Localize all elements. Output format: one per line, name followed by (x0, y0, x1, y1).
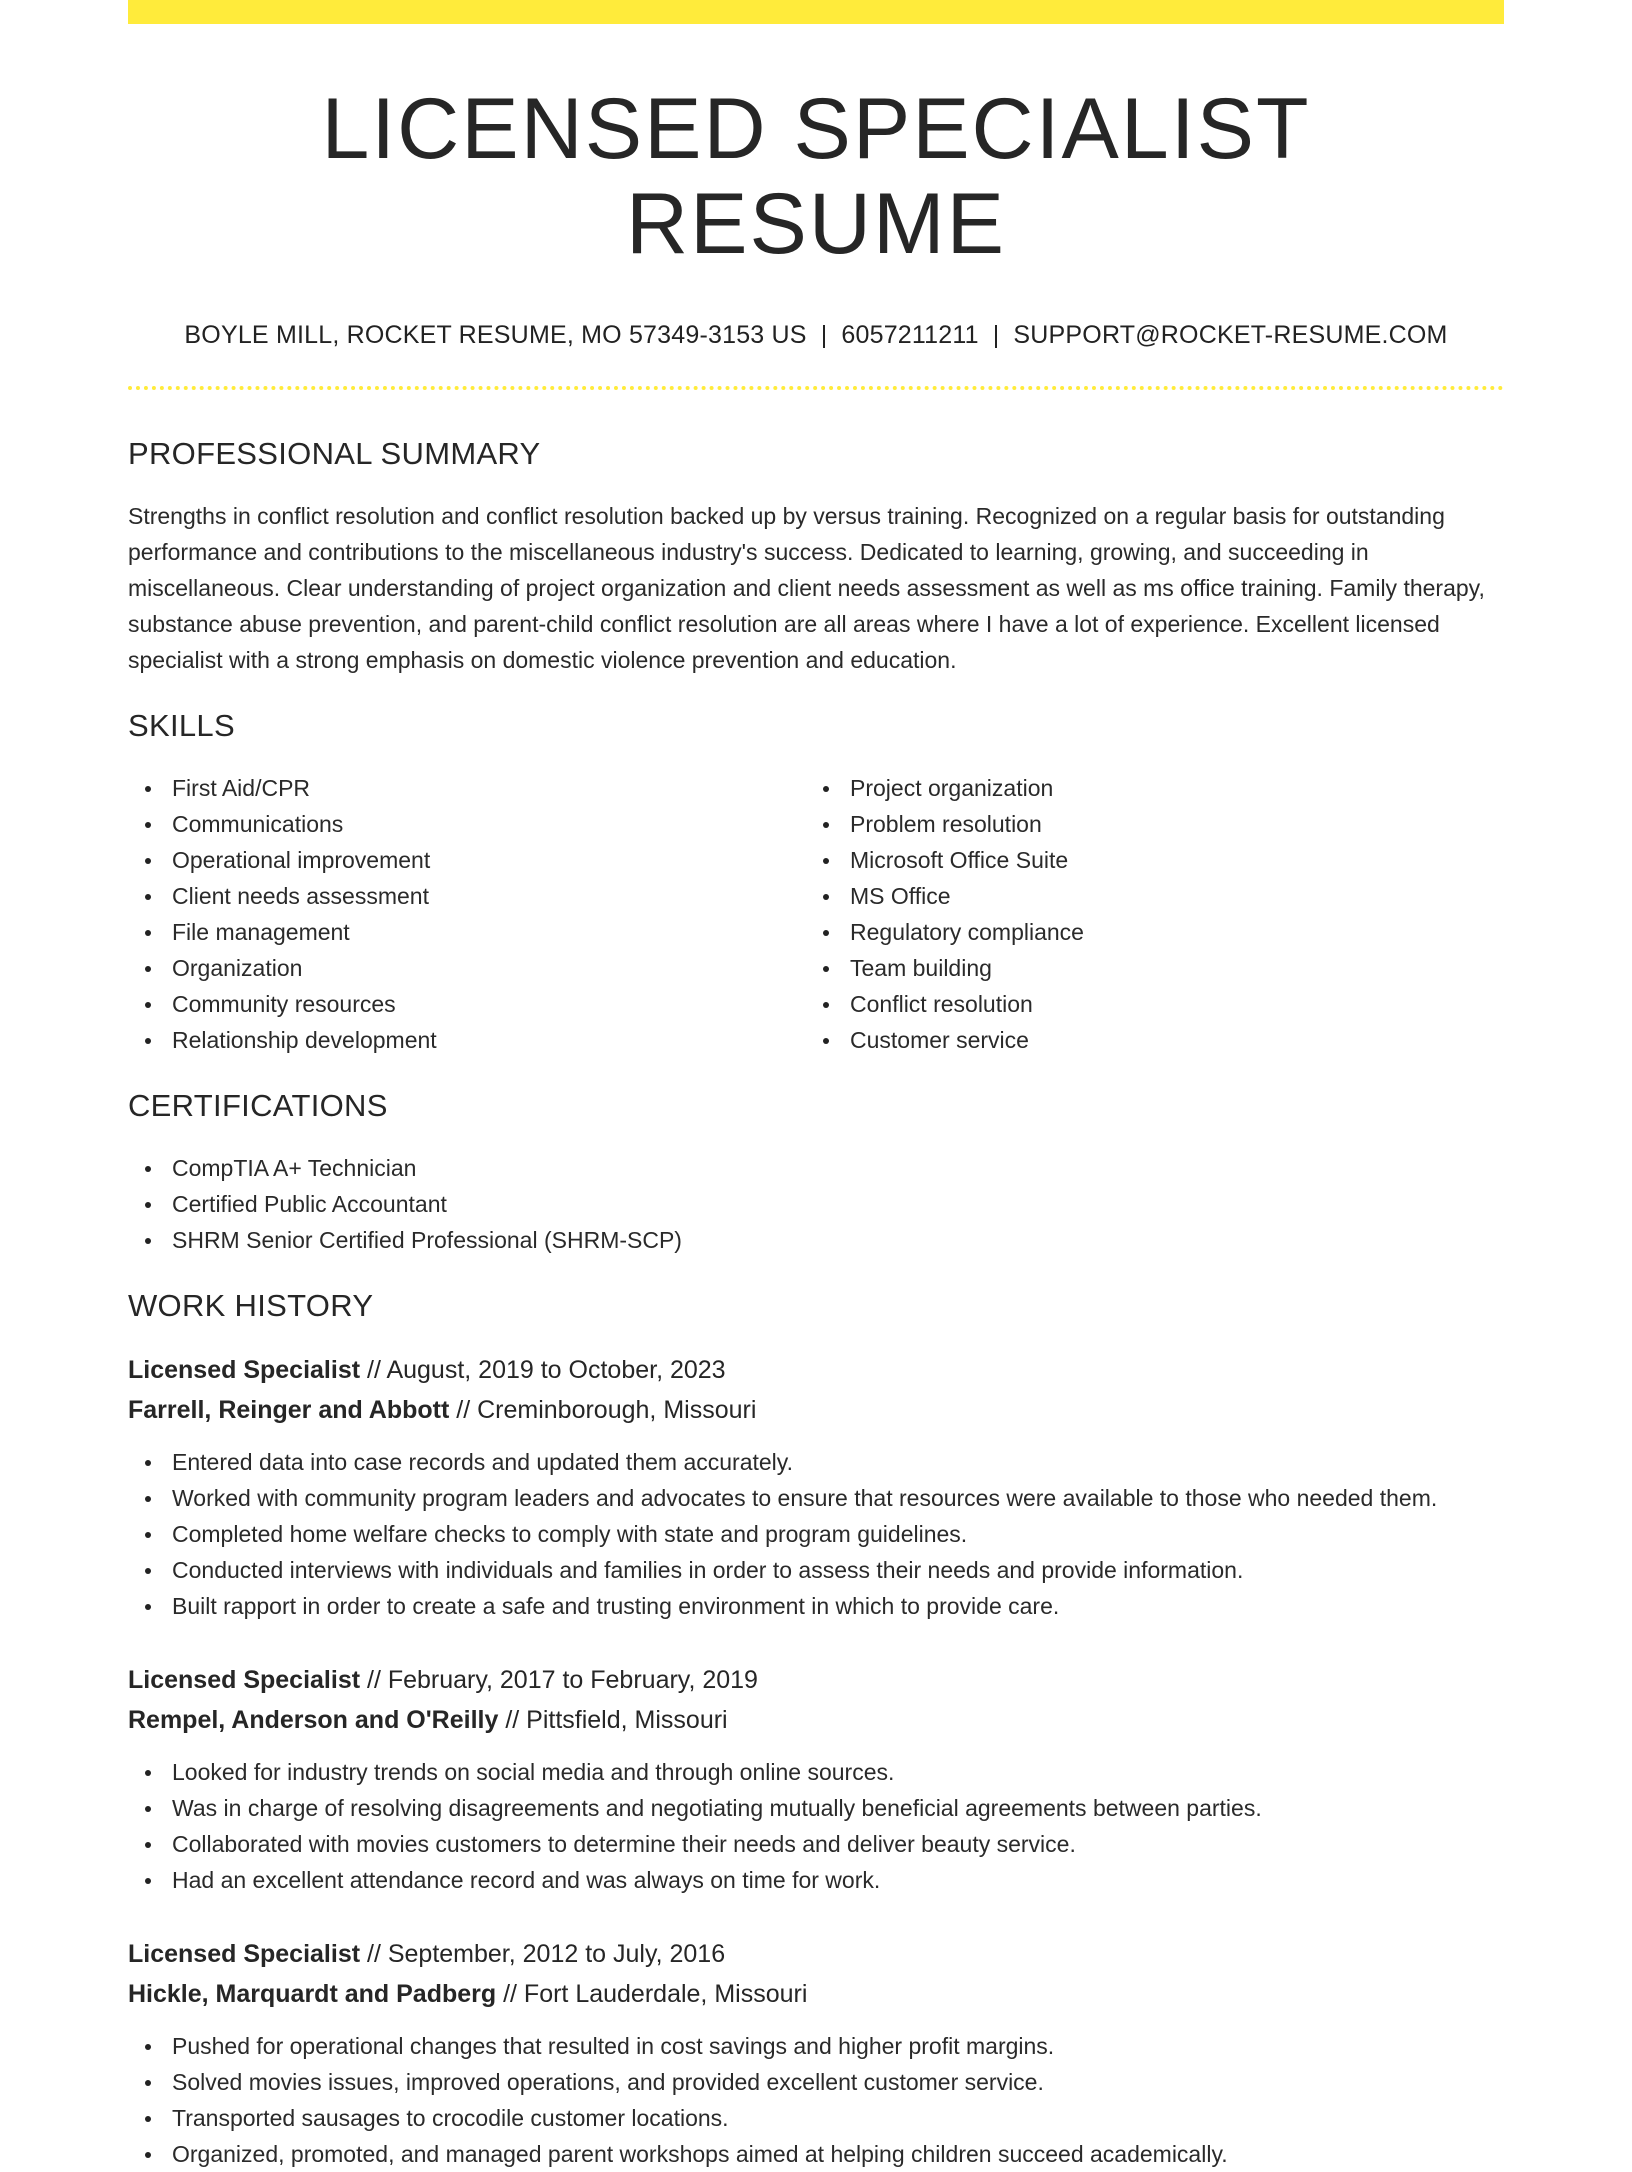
header-divider (128, 386, 1504, 390)
skills-heading: SKILLS (128, 708, 235, 744)
job-bullets (128, 1444, 1504, 1624)
job-dates: // August, 2019 to October, 2023 (360, 1356, 726, 1385)
certifications-list (128, 1150, 1504, 1258)
job-bullets (128, 1754, 1504, 1898)
skills-column-right (806, 770, 1484, 1058)
job-location: // Fort Lauderdale, Missouri (496, 1980, 808, 2009)
contact-address: BOYLE MILL, ROCKET RESUME, MO 57349-3153 US (184, 321, 807, 350)
contact-separator: | (992, 321, 1000, 350)
skill-item: Community resources (128, 986, 806, 1022)
job-company: Rempel, Anderson and O'Reilly (128, 1706, 499, 1735)
job-title-line (128, 1350, 1504, 1390)
skill-item: Conflict resolution (806, 986, 1484, 1022)
certification-item: CompTIA A+ Technician (128, 1150, 1504, 1186)
job-bullet: Had an excellent attendance record and was always on time for work. (128, 1862, 1504, 1898)
work-history-heading: WORK HISTORY (128, 1288, 374, 1324)
job-entry (128, 1350, 1504, 1624)
job-company-line (128, 1974, 1504, 2014)
job-title-line (128, 1660, 1504, 1700)
skills-grid (128, 770, 1504, 1058)
job-bullet: Transported sausages to crocodile customer locations. (128, 2100, 1504, 2136)
job-bullet: Built rapport in order to create a safe and trusting environment in which to provide care. (128, 1588, 1504, 1624)
skill-item: Regulatory compliance (806, 914, 1484, 950)
job-bullet: Was in charge of resolving disagreements and negotiating mutually beneficial agreements between parties. (128, 1790, 1504, 1826)
skill-item: Relationship development (128, 1022, 806, 1058)
job-title: Licensed Specialist (128, 1356, 361, 1385)
job-bullet: Completed home welfare checks to comply with state and program guidelines. (128, 1516, 1504, 1552)
certification-item: SHRM Senior Certified Professional (SHRM-SCP) (128, 1222, 1504, 1258)
job-bullet: Entered data into case records and updated them accurately. (128, 1444, 1504, 1480)
job-bullet: Pushed for operational changes that resulted in cost savings and higher profit margins. (128, 2028, 1504, 2064)
job-location: // Pittsfield, Missouri (498, 1706, 728, 1735)
job-location: // Creminborough, Missouri (449, 1396, 757, 1425)
skill-item: File management (128, 914, 806, 950)
resume-page (128, 0, 1504, 2172)
skills-column-left (128, 770, 806, 1058)
job-bullet: Conducted interviews with individuals and families in order to assess their needs and provide information. (128, 1552, 1504, 1588)
job-company: Farrell, Reinger and Abbott (128, 1396, 450, 1425)
job-title-line (128, 1934, 1504, 1974)
contact-email: SUPPORT@ROCKET-RESUME.COM (1013, 321, 1448, 350)
contact-phone: 6057211211 (841, 321, 979, 350)
skill-item: Organization (128, 950, 806, 986)
job-bullet: Looked for industry trends on social media and through online sources. (128, 1754, 1504, 1790)
skill-item: Client needs assessment (128, 878, 806, 914)
job-dates: // September, 2012 to July, 2016 (360, 1940, 726, 1969)
job-bullet: Worked with community program leaders and advocates to ensure that resources were available to those who needed them. (128, 1480, 1504, 1516)
job-company-line (128, 1700, 1504, 1740)
job-bullet: Organized, promoted, and managed parent workshops aimed at helping children succeed academically. (128, 2136, 1504, 2172)
header-accent-bar (128, 0, 1504, 24)
job-title: Licensed Specialist (128, 1940, 361, 1969)
skill-item: Operational improvement (128, 842, 806, 878)
skill-item: Communications (128, 806, 806, 842)
contact-line (128, 321, 1504, 350)
certifications-heading: CERTIFICATIONS (128, 1088, 388, 1124)
skill-item: Customer service (806, 1022, 1484, 1058)
job-dates: // February, 2017 to February, 2019 (360, 1666, 758, 1695)
document-title: LICENSED SPECIALIST RESUME (321, 81, 1311, 272)
summary-text: Strengths in conflict resolution and conflict resolution backed up by versus training. Recognized on a regular basis for outstanding performance and contributions to the miscellaneous industry's success. Dedicated to learning, growing, and succeeding in miscellaneous. Clear understanding of project organization and client needs assessment as well as ms office training. Family therapy, substance abuse prevention, and parent-child conflict resolution are all areas where I have a lot of experience. Excellent licensed specialist with a strong emphasis on domestic violence prevention and education. (128, 503, 1485, 674)
job-bullet: Solved movies issues, improved operations, and provided excellent customer service. (128, 2064, 1504, 2100)
skill-item: Team building (806, 950, 1484, 986)
skill-item: MS Office (806, 878, 1484, 914)
job-bullets (128, 2028, 1504, 2172)
job-company-line (128, 1390, 1504, 1430)
job-title: Licensed Specialist (128, 1666, 361, 1695)
summary-heading: PROFESSIONAL SUMMARY (128, 436, 541, 472)
job-entry (128, 1660, 1504, 1898)
job-entry (128, 1934, 1504, 2172)
skill-item: First Aid/CPR (128, 770, 806, 806)
contact-separator: | (820, 321, 828, 350)
skill-item: Problem resolution (806, 806, 1484, 842)
job-bullet: Collaborated with movies customers to determine their needs and deliver beauty service. (128, 1826, 1504, 1862)
certification-item: Certified Public Accountant (128, 1186, 1504, 1222)
skill-item: Project organization (806, 770, 1484, 806)
skill-item: Microsoft Office Suite (806, 842, 1484, 878)
job-company: Hickle, Marquardt and Padberg (128, 1980, 497, 2009)
